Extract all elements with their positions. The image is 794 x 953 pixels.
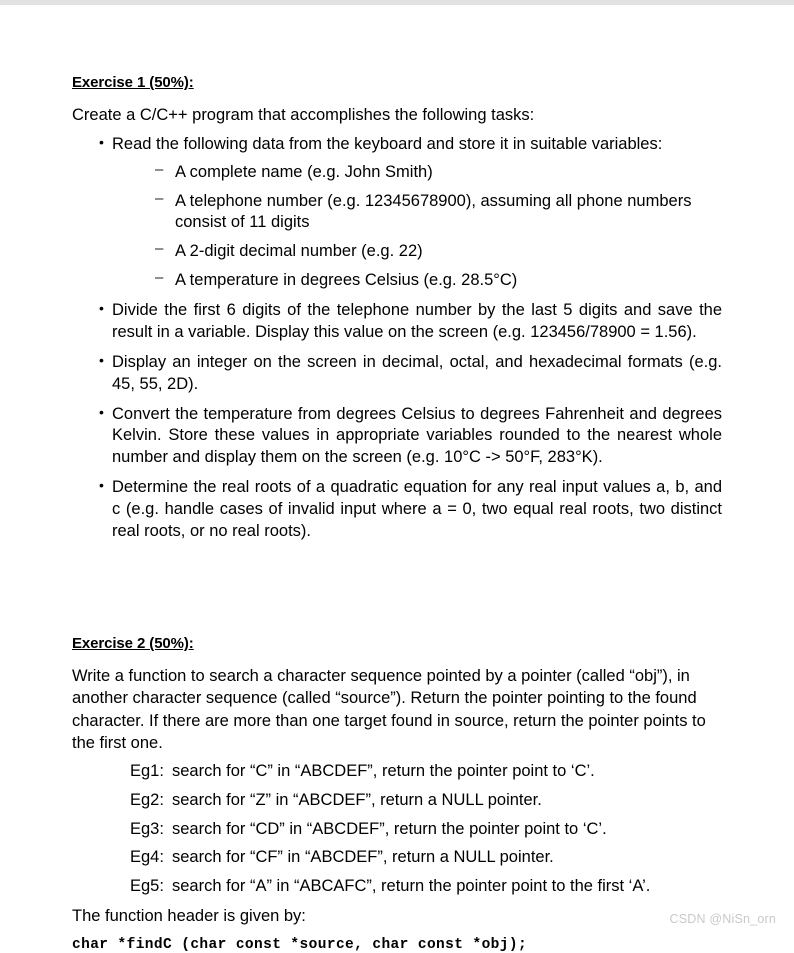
example-item xyxy=(72,790,722,812)
example-text: search for “CD” in “ABCDEF”, return the pointer point to ‘C’. xyxy=(172,819,607,838)
example-label: Eg3: xyxy=(130,819,164,838)
watermark: CSDN @NiSn_orn xyxy=(669,912,776,926)
exercise-1-heading: Exercise 1 (50%): xyxy=(72,74,194,91)
exercise-2-example-list xyxy=(72,761,722,899)
example-label: Eg1: xyxy=(130,761,164,780)
exercise-1-intro: Create a C/C++ program that accomplishes the following tasks: xyxy=(72,105,535,124)
page-top-strip xyxy=(0,0,794,5)
example-label: Eg4: xyxy=(130,848,164,867)
exercise-2-heading: Exercise 2 (50%): xyxy=(72,635,194,653)
example-text: search for “C” in “ABCDEF”, return the pointer point to ‘C’. xyxy=(172,761,595,780)
document-body xyxy=(72,74,722,953)
function-header-code: char *findC (char const *source, char const *obj); xyxy=(72,936,528,953)
example-item xyxy=(72,761,722,783)
task-item xyxy=(72,134,722,292)
section-spacer xyxy=(72,551,722,635)
task-subitem: – A temperature in degrees Celsius (e.g. 28.5°C) xyxy=(112,270,722,292)
example-item xyxy=(72,847,722,869)
task-item: • Convert the temperature from degrees Celsius to degrees Fahrenheit and degrees Kelvin. Store these values in appropriate variables rounded to the nearest whole number and display them on the screen (e.g. 10°C -> 50°F, 283°K). xyxy=(72,404,722,470)
example-item xyxy=(72,819,722,841)
task-item: • Display an integer on the screen in decimal, octal, and hexadecimal formats (e.g. 45, 55, 2D). xyxy=(72,352,722,396)
task-subitem-list xyxy=(112,162,722,292)
task-subitem: – A telephone number (e.g. 12345678900), assuming all phone numbers consist of 11 digits xyxy=(112,191,722,235)
exercise-1-task-list xyxy=(72,134,722,543)
exercise-2-footer: The function header is given by: xyxy=(72,907,306,926)
example-text: search for “CF” in “ABCDEF”, return a NULL pointer. xyxy=(172,848,554,867)
example-text: search for “Z” in “ABCDEF”, return a NULL pointer. xyxy=(172,790,542,809)
task-subitem: – A complete name (e.g. John Smith) xyxy=(112,162,722,184)
example-label: Eg5: xyxy=(130,877,164,896)
task-text: Read the following data from the keyboard and store it in suitable variables: xyxy=(112,135,663,154)
exercise-2-paragraph: Write a function to search a character sequence pointed by a pointer (called “obj”), in another character sequence (called “source”). Return the pointer pointing to the found character. If there are more than one target found in source, return the pointer points to the first one. xyxy=(72,666,706,753)
task-item: • Divide the first 6 digits of the telephone number by the last 5 digits and save the result in a variable. Display this value on the screen (e.g. 123456/78900 = 1.56). xyxy=(72,300,722,344)
example-label: Eg2: xyxy=(130,790,164,809)
task-subitem: – A 2-digit decimal number (e.g. 22) xyxy=(112,241,722,263)
example-item xyxy=(72,876,722,898)
task-item: • Determine the real roots of a quadratic equation for any real input values a, b, and c (e.g. handle cases of invalid input where a = 0, two equal real roots, two distinct real roots, or no real roots). xyxy=(72,477,722,543)
example-text: search for “A” in “ABCAFC”, return the pointer point to the first ‘A’. xyxy=(172,877,651,896)
